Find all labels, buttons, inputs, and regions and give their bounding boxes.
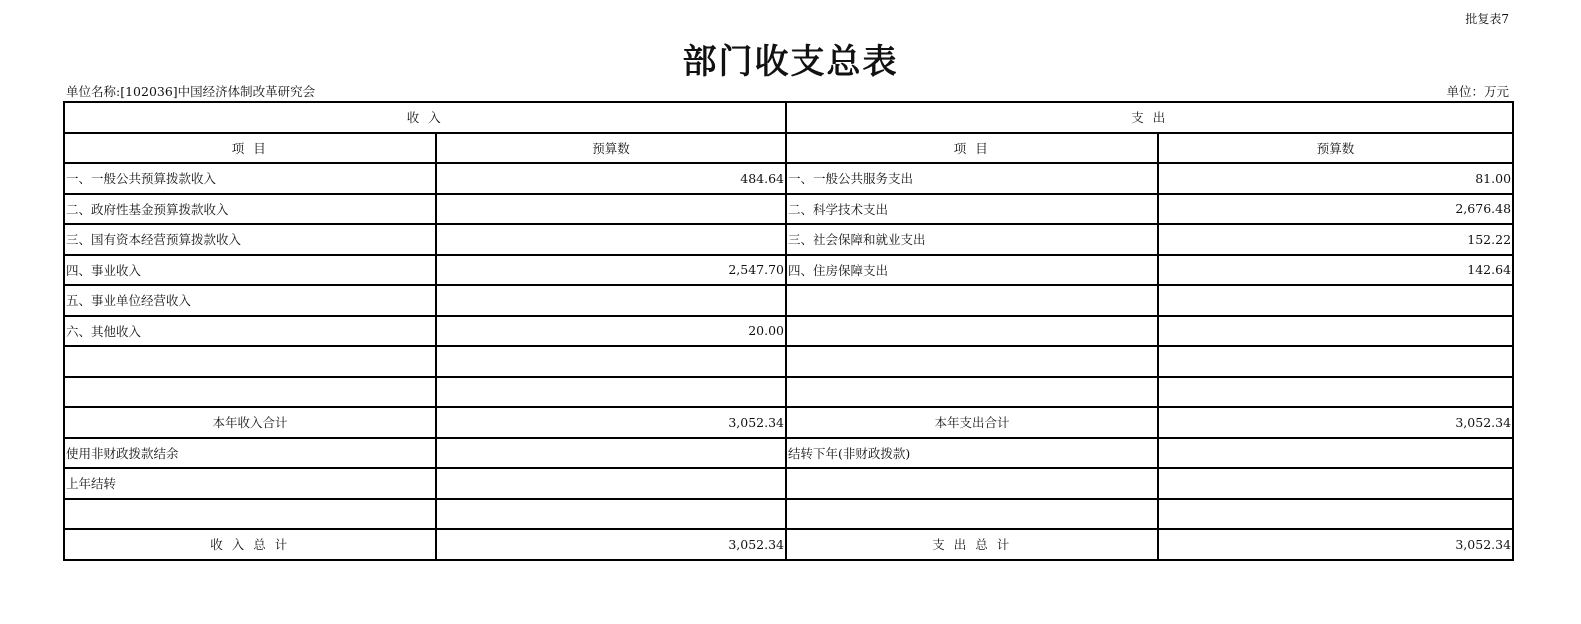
form-number: 批复表7 (1465, 12, 1509, 26)
income-value (436, 224, 786, 255)
table-row (64, 346, 1513, 377)
expense-value (1158, 499, 1513, 530)
income-value (436, 194, 786, 225)
grand-income-total-label: 收 入 总 计 (64, 529, 436, 560)
income-item: 二、政府性基金预算拨款收入 (64, 194, 436, 225)
column-header-row (64, 133, 1513, 164)
income-value (436, 285, 786, 316)
expense-section-header: 支 出 (786, 102, 1513, 133)
expense-item-header: 项 目 (786, 133, 1158, 164)
expense-value (1158, 285, 1513, 316)
expense-item: 四、住房保障支出 (786, 255, 1158, 286)
expense-item (786, 499, 1158, 530)
year-expense-total-label: 本年支出合计 (786, 407, 1158, 438)
expense-item: 三、社会保障和就业支出 (786, 224, 1158, 255)
expense-item: 结转下年(非财政拨款) (786, 438, 1158, 469)
expense-value: 142.64 (1158, 255, 1513, 286)
expense-budget-header: 预算数 (1158, 133, 1513, 164)
expense-value (1158, 438, 1513, 469)
expense-value (1158, 346, 1513, 377)
grand-expense-total-label: 支 出 总 计 (786, 529, 1158, 560)
table-row (64, 499, 1513, 530)
year-total-row (64, 407, 1513, 438)
table-row (64, 194, 1513, 225)
income-item: 三、国有资本经营预算拨款收入 (64, 224, 436, 255)
grand-expense-total-value: 3,052.34 (1158, 529, 1513, 560)
section-header-row (64, 102, 1513, 133)
unit-name: 单位名称:[102036]中国经济体制改革研究会 (66, 84, 316, 99)
grand-total-row (64, 529, 1513, 560)
income-value: 484.64 (436, 163, 786, 194)
expense-value: 2,676.48 (1158, 194, 1513, 225)
income-value: 20.00 (436, 316, 786, 347)
income-item (64, 377, 436, 408)
year-income-total-value: 3,052.34 (436, 407, 786, 438)
year-income-total-label: 本年收入合计 (64, 407, 436, 438)
expense-item (786, 285, 1158, 316)
income-item: 五、事业单位经营收入 (64, 285, 436, 316)
page-title: 部门收支总表 (682, 42, 899, 82)
currency-unit: 单位：万元 (1446, 84, 1509, 99)
income-budget-header: 预算数 (436, 133, 786, 164)
expense-item (786, 377, 1158, 408)
table-row (64, 316, 1513, 347)
expense-value (1158, 377, 1513, 408)
expense-value (1158, 316, 1513, 347)
expense-item (786, 316, 1158, 347)
income-value: 2,547.70 (436, 255, 786, 286)
expense-value: 81.00 (1158, 163, 1513, 194)
year-expense-total-value: 3,052.34 (1158, 407, 1513, 438)
table-row (64, 163, 1513, 194)
table-row (64, 285, 1513, 316)
table-row (64, 438, 1513, 469)
income-item (64, 346, 436, 377)
income-item: 六、其他收入 (64, 316, 436, 347)
table-row (64, 468, 1513, 499)
income-value (436, 377, 786, 408)
income-item-header: 项 目 (64, 133, 436, 164)
expense-item: 二、科学技术支出 (786, 194, 1158, 225)
expense-item (786, 468, 1158, 499)
grand-income-total-value: 3,052.34 (436, 529, 786, 560)
income-value (436, 438, 786, 469)
expense-item: 一、一般公共服务支出 (786, 163, 1158, 194)
income-item (64, 499, 436, 530)
expense-value (1158, 468, 1513, 499)
table-row (64, 255, 1513, 286)
income-item: 上年结转 (64, 468, 436, 499)
table-row (64, 377, 1513, 408)
income-item: 一、一般公共预算拨款收入 (64, 163, 436, 194)
expense-item (786, 346, 1158, 377)
budget-summary-table (63, 101, 1514, 561)
income-item: 四、事业收入 (64, 255, 436, 286)
income-section-header: 收 入 (64, 102, 786, 133)
income-item: 使用非财政拨款结余 (64, 438, 436, 469)
income-value (436, 346, 786, 377)
income-value (436, 499, 786, 530)
table-row (64, 224, 1513, 255)
income-value (436, 468, 786, 499)
expense-value: 152.22 (1158, 224, 1513, 255)
